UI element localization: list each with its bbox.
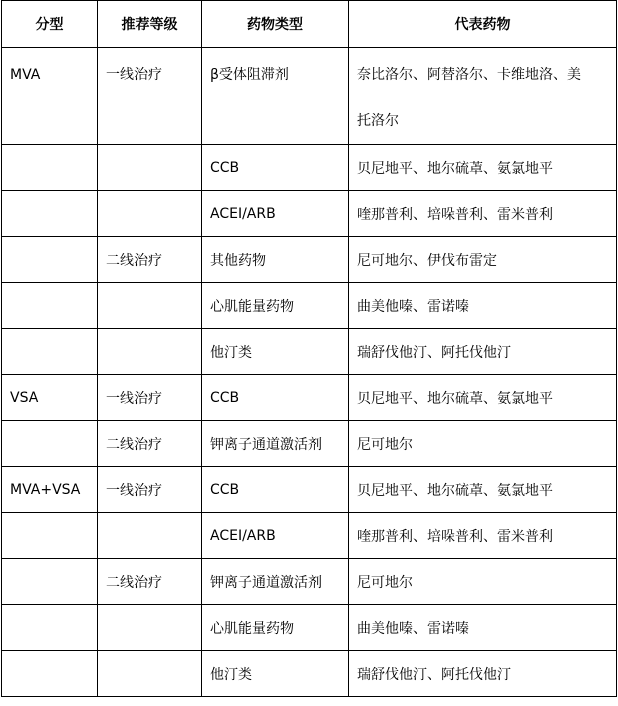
cell-level <box>98 191 202 237</box>
table-row <box>2 651 617 697</box>
cell-drug-class: 其他药物 <box>202 237 349 283</box>
cell-type <box>2 283 98 329</box>
cell-drugs: 喹那普利、培哚普利、雷米普利 <box>349 513 617 559</box>
header-row <box>2 1 617 48</box>
cell-drug-class: 钾离子通道激活剂 <box>202 559 349 605</box>
cell-drugs: 贝尼地平、地尔硫䓬、氨氯地平 <box>349 375 617 421</box>
cell-drug-class: 心肌能量药物 <box>202 605 349 651</box>
header-level: 推荐等级 <box>98 1 202 48</box>
cell-level: 二线治疗 <box>98 559 202 605</box>
drug-recommendation-table <box>1 0 617 697</box>
cell-level <box>98 513 202 559</box>
cell-type <box>2 513 98 559</box>
table-row <box>2 467 617 513</box>
cell-type <box>2 651 98 697</box>
header-drugs: 代表药物 <box>349 1 617 48</box>
cell-drug-class: CCB <box>202 145 349 191</box>
cell-drug-class: 他汀类 <box>202 329 349 375</box>
header-type: 分型 <box>2 1 98 48</box>
cell-drugs: 贝尼地平、地尔硫䓬、氨氯地平 <box>349 145 617 191</box>
cell-type: VSA <box>2 375 98 421</box>
cell-level <box>98 283 202 329</box>
cell-level <box>98 329 202 375</box>
cell-drugs: 曲美他嗪、雷诺嗪 <box>349 605 617 651</box>
cell-drug-class: ACEI/ARB <box>202 191 349 237</box>
cell-drug-class: ACEI/ARB <box>202 513 349 559</box>
table-row <box>2 375 617 421</box>
cell-level: 一线治疗 <box>98 467 202 513</box>
cell-type <box>2 145 98 191</box>
header-drug-class: 药物类型 <box>202 1 349 48</box>
cell-level <box>98 651 202 697</box>
cell-type <box>2 421 98 467</box>
table-row <box>2 48 617 145</box>
cell-drugs: 瑞舒伐他汀、阿托伐他汀 <box>349 329 617 375</box>
cell-drugs: 瑞舒伐他汀、阿托伐他汀 <box>349 651 617 697</box>
cell-level <box>98 145 202 191</box>
cell-drugs-line2: 托洛尔 <box>357 113 399 129</box>
table-row <box>2 283 617 329</box>
cell-level: 二线治疗 <box>98 421 202 467</box>
cell-drugs: 曲美他嗪、雷诺嗪 <box>349 283 617 329</box>
cell-type <box>2 237 98 283</box>
cell-drug-class: CCB <box>202 467 349 513</box>
cell-type: MVA+VSA <box>2 467 98 513</box>
cell-drug-class: 钾离子通道激活剂 <box>202 421 349 467</box>
table-row <box>2 237 617 283</box>
cell-level: 一线治疗 <box>98 48 202 145</box>
cell-drug-class: CCB <box>202 375 349 421</box>
cell-drugs: 尼可地尔、伊伐布雷定 <box>349 237 617 283</box>
cell-drugs: 尼可地尔 <box>349 559 617 605</box>
table-row <box>2 421 617 467</box>
cell-drugs <box>349 48 617 145</box>
table-row <box>2 191 617 237</box>
cell-type <box>2 559 98 605</box>
cell-drug-class: 他汀类 <box>202 651 349 697</box>
table-row <box>2 145 617 191</box>
cell-type: MVA <box>2 48 98 145</box>
cell-drugs: 贝尼地平、地尔硫䓬、氨氯地平 <box>349 467 617 513</box>
cell-level: 二线治疗 <box>98 237 202 283</box>
cell-drugs: 喹那普利、培哚普利、雷米普利 <box>349 191 617 237</box>
cell-drugs: 尼可地尔 <box>349 421 617 467</box>
cell-drug-class: β受体阻滞剂 <box>202 48 349 145</box>
cell-drug-class: 心肌能量药物 <box>202 283 349 329</box>
cell-drugs-line1: 奈比洛尔、阿替洛尔、卡维地洛、美 <box>357 67 581 83</box>
table-row <box>2 605 617 651</box>
cell-type <box>2 329 98 375</box>
cell-level: 一线治疗 <box>98 375 202 421</box>
table-row <box>2 329 617 375</box>
table-row <box>2 513 617 559</box>
cell-type <box>2 191 98 237</box>
cell-level <box>98 605 202 651</box>
table-row <box>2 559 617 605</box>
cell-type <box>2 605 98 651</box>
